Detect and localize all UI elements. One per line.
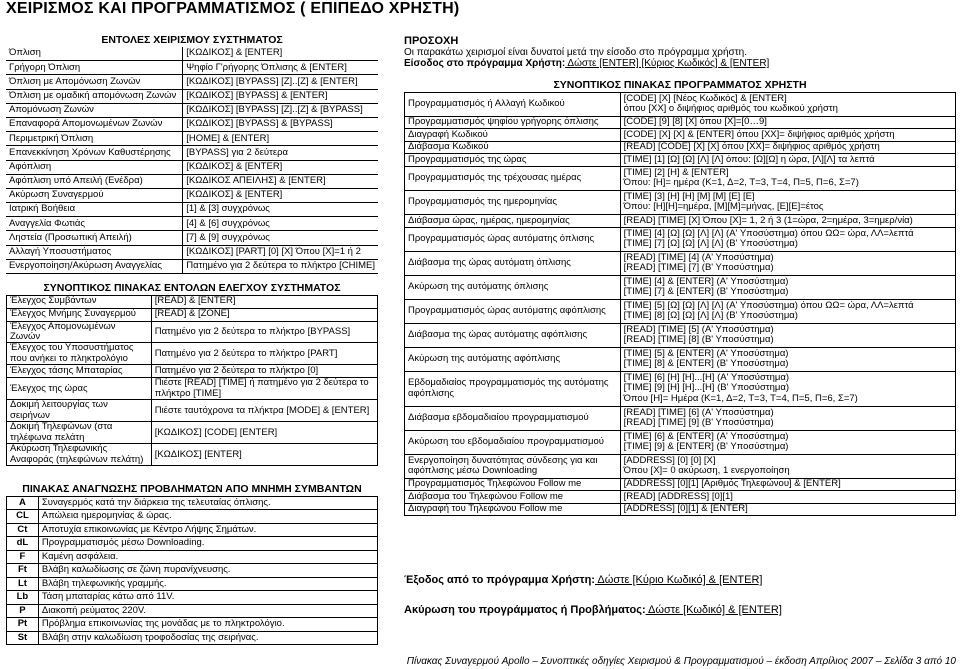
commands-label: Όπλιση με Απομόνωση Ζωνών <box>6 75 183 89</box>
messages-row <box>7 604 378 618</box>
programming-row <box>405 347 956 371</box>
cancel-note <box>404 604 782 616</box>
commands-row <box>6 160 378 174</box>
checks-label: Ακύρωση Τηλεφωνικής Αναφοράς (τηλεφώνων πελάτη) <box>7 444 152 466</box>
messages-value: Απώλεια ημερομηνίας & ώρας. <box>38 510 377 524</box>
programming-label: Προγραμματισμός ή Αλλαγή Κωδικού <box>405 92 621 116</box>
programming-row <box>405 371 956 406</box>
programming-row <box>405 299 956 323</box>
programming-label: Εβδομαδιαίος προγραμματισμός της αυτόματης αφόπλισης <box>405 371 621 406</box>
entry-label: Είσοδος στο πρόγραμμα Χρήστη: <box>404 58 566 69</box>
programming-row <box>405 275 956 299</box>
commands-row <box>6 231 378 245</box>
commands-row <box>6 259 378 273</box>
notice-block <box>404 35 954 69</box>
programming-value: [ADDRESS] [0][1] [Αριθμός Τηλεφώνου] & [ENTER] <box>620 478 955 491</box>
exit-note <box>404 574 762 586</box>
entry-value: Δώστε [ENTER] [Κύριος Κωδικός] & [ENTER] <box>565 58 770 69</box>
messages-label: Pt <box>7 618 39 632</box>
commands-row <box>6 146 378 160</box>
programming-value: [CODE] [Χ] [Χ] & [ENTER] όπου [ΧΧ]= διψήφιος αριθμός χρήστη <box>620 129 955 142</box>
messages-label: St <box>7 631 39 645</box>
commands-label: Επανεκκίνηση Χρόνων Καθυστέρησης <box>6 146 183 160</box>
messages-row <box>7 537 378 551</box>
programming-value: [TIME] [5] & [ENTER] (Α' Υποσύστημα) [TIME] [8] & [ENTER] (Β' Υποσύστημα) <box>620 347 955 371</box>
checks-value: [ΚΩΔΙΚΟΣ] [CODE] [ENTER] <box>151 422 377 444</box>
programming-label: Προγραμματισμός της ώρας <box>405 154 621 167</box>
checks-value: Πιέστε ταυτόχρονα τα πλήκτρα [MODE] & [ENTER] <box>151 400 377 422</box>
programming-label: Ακύρωση της αυτόματης αφόπλισης <box>405 347 621 371</box>
messages-value: Βλάβη στην καλωδίωση τροφοδοσίας της σειρήνας. <box>38 631 377 645</box>
messages-value: Προγραμματισμός μέσω Downloading. <box>38 537 377 551</box>
messages-label: A <box>7 496 39 510</box>
commands-value: [ΚΩΔΙΚΟΣ] [PART] [0] [Χ] Όπου [Χ]=1 ή 2 <box>183 245 378 259</box>
footer: Πίνακας Συναγερμού Apollo – Συνοπτικές οδηγίες Χειρισμού & Προγραμματισμού – έκδοση Απρίλιος 2007 – Σελίδα 3 από 10 <box>406 656 956 667</box>
checks-label: Δοκιμή λειτουργίας των σειρήνων <box>7 400 152 422</box>
programming-row <box>405 227 956 251</box>
exit-note-value: Δώστε [Κύριο Κωδικό] & [ENTER] <box>594 574 763 586</box>
messages-label: Lb <box>7 591 39 605</box>
programming-value: [TIME] [6] & [ENTER] (Α' Υποσύστημα) [TIME] [9] & [ENTER] (Β' Υποσύστημα) <box>620 430 955 454</box>
commands-value: Ψηφίο Γ'ρήγορης Όπλισης & [ENTER] <box>183 61 378 75</box>
commands-label: Γρήγορη Όπλιση <box>6 61 183 75</box>
programming-row <box>405 454 956 478</box>
exit-note-label: Έξοδος από το πρόγραμμα Χρήστη: <box>404 574 595 586</box>
programming-row <box>405 141 956 154</box>
programming-label: Διάβασμα της ώρας αυτόματη όπλισης <box>405 251 621 275</box>
programming-value: [READ] [TIME] [5] (Α' Υποσύστημα) [READ] [TIME] [8] (Β' Υποσύστημα) <box>620 323 955 347</box>
commands-label: Επαναφορά Απομονωμένων Ζωνών <box>6 117 183 131</box>
checks-label: Έλεγχος του Υποσυστήματος που ανήκει το πληκτρολόγιο <box>7 343 152 365</box>
programming-row <box>405 190 956 214</box>
messages-label: F <box>7 550 39 564</box>
messages-row <box>7 577 378 591</box>
commands-label: Ακύρωση Συναγερμού <box>6 188 183 202</box>
commands-row <box>6 174 378 188</box>
commands-row <box>6 132 378 146</box>
commands-label: Αλλαγή Υποσυστήματος <box>6 245 183 259</box>
programming-row <box>405 406 956 430</box>
checks-label: Έλεγχος Μνήμης Συναγερμού <box>7 308 152 321</box>
cancel-note-label: Ακύρωση του προγράμματος ή Προβλήματος: <box>404 604 646 616</box>
messages-value: Βλάβη τηλεφωνικής γραμμής. <box>38 577 377 591</box>
checks-row <box>7 378 378 400</box>
checks-row <box>7 400 378 422</box>
programming-table <box>404 80 956 516</box>
messages-row <box>7 618 378 632</box>
messages-label: dL <box>7 537 39 551</box>
messages-value: Καμένη ασφάλεια. <box>38 550 377 564</box>
messages-row <box>7 523 378 537</box>
programming-value: [TIME] [1] [Ω] [Ω] [Λ] [Λ] όπου: [Ω][Ω] η ώρα, [Λ][Λ] τα λεπτά <box>620 154 955 167</box>
programming-label: Διάβασμα εβδομαδιαίου προγραμματισμού <box>405 406 621 430</box>
programming-label: Προγραμματισμός ώρας αυτόματης αφόπλισης <box>405 299 621 323</box>
messages-label: Ct <box>7 523 39 537</box>
commands-value: [ΚΩΔΙΚΟΣ] [BYPASS] [Ζ]..[Ζ] & [ENTER] <box>183 75 378 89</box>
programming-row <box>405 251 956 275</box>
messages-value: Αποτυχία επικοινωνίας με Κέντρο Λήψης Σημάτων. <box>38 523 377 537</box>
commands-value: [ΚΩΔΙΚΟΣ] [BYPASS] [Ζ]..[Ζ] & [BYPASS] <box>183 103 378 117</box>
checks-row <box>7 365 378 378</box>
checks-table <box>6 283 378 466</box>
messages-row <box>7 550 378 564</box>
programming-row <box>405 116 956 129</box>
commands-row <box>6 61 378 75</box>
programming-value: [READ] [CODE] [Χ] [Χ] όπου [ΧΧ]= διψήφιος αριθμός χρήστη <box>620 141 955 154</box>
commands-row <box>6 217 378 231</box>
checks-row <box>7 295 378 308</box>
programming-label: Διάβασμα ώρας, ημέρας, ημερομηνίας <box>405 214 621 227</box>
programming-row <box>405 323 956 347</box>
page-title: ΧΕΙΡΙΣΜΟΣ ΚΑΙ ΠΡΟΓΡΑΜΜΑΤΙΣΜΟΣ ( ΕΠΙΠΕΔΟ ΧΡΗΣΤΗ) <box>6 0 460 17</box>
programming-value: [TIME] [3] [Η] [Η] [Μ] [Μ] [Ε] [Ε] Όπου: [Η][Η]=ημέρα, [Μ][Μ]=μήνας, [Ε][Ε]=έτος <box>620 190 955 214</box>
programming-label: Ακύρωση της αυτόματης όπλισης <box>405 275 621 299</box>
programming-row <box>405 129 956 142</box>
messages-value: Τάση μπαταρίας κάτω από 11V. <box>38 591 377 605</box>
messages-row <box>7 496 378 510</box>
commands-table-title: ΕΝΤΟΛΕΣ ΧΕΙΡΙΣΜΟΥ ΣΥΣΤΗΜΑΤΟΣ <box>101 35 283 46</box>
commands-label: Ληστεία (Προσωπική Απειλή) <box>6 231 183 245</box>
commands-label: Ιατρική Βοήθεια <box>6 203 183 217</box>
programming-value: [ADDRESS] [0] [0] [Χ] Όπου [Χ]= 0 ακύρωση, 1 ενεργοποίηση <box>620 454 955 478</box>
messages-value: Συναγερμός κατά την διάρκεια της τελευταίας όπλισης. <box>38 496 377 510</box>
checks-value: [READ] & [ENTER] <box>151 295 377 308</box>
checks-label: Δοκιμή Τηλεφώνων (στα τηλέφωνα πελάτη <box>7 422 152 444</box>
checks-value: [READ] & [ZONE] <box>151 308 377 321</box>
commands-label: Αφόπλιση υπό Απειλή (Ενέδρα) <box>6 174 183 188</box>
commands-value: [BYPASS] για 2 δεύτερα <box>183 146 378 160</box>
programming-label: Προγραμματισμός Τηλεφώνου Follow me <box>405 478 621 491</box>
checks-value: [ΚΩΔΙΚΟΣ] [ENTER] <box>151 444 377 466</box>
programming-table-title: ΣΥΝΟΠΤΙΚΟΣ ΠΙΝΑΚΑΣ ΠΡΟΓΡΑΜΜΑΤΟΣ ΧΡΗΣΤΗ <box>553 80 807 91</box>
programming-label: Προγραμματισμός ψηφίου γρήγορης όπλισης <box>405 116 621 129</box>
programming-row <box>405 214 956 227</box>
messages-label: P <box>7 604 39 618</box>
checks-value: Πατημένο για 2 δεύτερα το πλήκτρο [0] <box>151 365 377 378</box>
programming-label: Διάβασμα Κωδικού <box>405 141 621 154</box>
messages-row <box>7 591 378 605</box>
commands-value: [ΚΩΔΙΚΟΣ] & [ENTER] <box>183 47 378 61</box>
programming-label: Ενεργοποίηση δυνατότητας σύνδεσης για και αφόπλισης μέσω Downloading <box>405 454 621 478</box>
commands-value: Πατημένο για 2 δεύτερα το πλήκτρο [CHIME] <box>183 259 378 273</box>
programming-row <box>405 478 956 491</box>
checks-value: Πατημένο για 2 δεύτερα το πλήκτρο [BYPASS] <box>151 321 377 343</box>
programming-value: [TIME] [4] & [ENTER] (Α' Υποσύστημα) [TIME] [7] & [ENTER] (Β' Υποσύστημα) <box>620 275 955 299</box>
notice-line: Οι παρακάτω χειρισμοί είναι δυνατοί μετά την είσοδο στο πρόγραμμα χρήστη. <box>404 47 748 58</box>
checks-value: Πατημένο για 2 δεύτερα το πλήκτρο [PART] <box>151 343 377 365</box>
messages-value: Διακοπή ρεύματος 220V. <box>38 604 377 618</box>
messages-row <box>7 631 378 645</box>
commands-row <box>6 89 378 103</box>
checks-row <box>7 422 378 444</box>
commands-value: [7] & [9] συγχρόνως <box>183 231 378 245</box>
programming-value: [TIME] [2] [Η] & [ENTER] Όπου: [Η]= ημέρα (Κ=1, Δ=2, Τ=3, Τ=4, Π=5, Π=6, Σ=7) <box>620 166 955 190</box>
commands-label: Απομόνωση Ζωνών <box>6 103 183 117</box>
programming-label: Διάβασμα του Τηλεφώνου Follow me <box>405 491 621 504</box>
commands-row <box>6 75 378 89</box>
programming-label: Ακύρωση του εβδομαδιαίου προγραμματισμού <box>405 430 621 454</box>
messages-value: Βλάβη καλωδίωσης σε ζώνη πυρανίχνευσης. <box>38 564 377 578</box>
messages-label: Ft <box>7 564 39 578</box>
programming-value: [CODE] [Χ] [Νέος Κωδικός] & [ENTER] όπου [ΧΧ] ο διψήφιος αριθμός του κωδικού χρήστη <box>620 92 955 116</box>
programming-value: [READ] [TIME] [6] (Α' Υποσύστημα) [READ] [TIME] [9] (Β' Υποσύστημα) <box>620 406 955 430</box>
checks-value: Πιέστε [READ] [TIME] ή πατημένο για 2 δεύτερα το πλήκτρο [TIME] <box>151 378 377 400</box>
programming-value: [READ] [TIME] [Χ] Όπου [Χ]= 1, 2 ή 3 (1=ώρα, 2=ημέρα, 3=ημερ/νία) <box>620 214 955 227</box>
commands-row <box>6 103 378 117</box>
cancel-note-value: Δώστε [Κωδικό] & [ENTER] <box>645 604 782 616</box>
programming-row <box>405 491 956 504</box>
messages-label: CL <box>7 510 39 524</box>
programming-value: [READ] [TIME] [4] (Α' Υποσύστημα) [READ] [TIME] [7] (Β' Υποσύστημα) <box>620 251 955 275</box>
commands-value: [ΚΩΔΙΚΟΣ ΑΠΕΙΛΗΣ] & [ENTER] <box>183 174 378 188</box>
commands-label: Περιμετρική Όπλιση <box>6 132 183 146</box>
commands-value: [ΚΩΔΙΚΟΣ] [BYPASS] & [ENTER] <box>183 89 378 103</box>
programming-value: [TIME] [6] [Η] [Η]...[Η] (Α' Υποσύστημα) [TIME] [9] [Η] [Η]...[Η] (Β' Υποσύστημα) Όπου [Η]= Ημέρα (Κ=1, Δ=2, Τ=3, Τ=4, Π=5, Π=6, Σ=7) <box>620 371 955 406</box>
checks-label: Έλεγχος Συμβάντων <box>7 295 152 308</box>
commands-label: Αφόπλιση <box>6 160 183 174</box>
programming-label: Προγραμματισμός της τρέχουσας ημέρας <box>405 166 621 190</box>
programming-label: Διαγραφή Κωδικού <box>405 129 621 142</box>
commands-value: [ΚΩΔΙΚΟΣ] & [ENTER] <box>183 188 378 202</box>
messages-row <box>7 564 378 578</box>
programming-value: [TIME] [5] [Ω] [Ω] [Λ] [Λ] (Α' Υποσύστημα) όπου ΩΩ= ώρα, ΛΛ=λεπτά [TIME] [8] [Ω] [Ω] [Λ] [Λ] (Β' Υποσύστημα) <box>620 299 955 323</box>
programming-row <box>405 166 956 190</box>
messages-row <box>7 510 378 524</box>
checks-label: Έλεγχος τάσης Μπαταρίας <box>7 365 152 378</box>
programming-row <box>405 92 956 116</box>
commands-row <box>6 203 378 217</box>
commands-label: Αναγγελία Φωτιάς <box>6 217 183 231</box>
checks-table-title: ΣΥΝΟΠΤΙΚΟΣ ΠΙΝΑΚΑΣ ΕΝΤΟΛΩΝ ΕΛΕΓΧΟΥ ΣΥΣΤΗΜΑΤΟΣ <box>43 283 341 294</box>
commands-row <box>6 117 378 131</box>
commands-value: [HOME] & [ENTER] <box>183 132 378 146</box>
commands-row <box>6 47 378 61</box>
checks-label: Έλεγχος της ώρας <box>7 378 152 400</box>
checks-label: Έλεγχος Απομονωμένων Ζωνών <box>7 321 152 343</box>
programming-label: Προγραμματισμός ώρας αυτόματης όπλισης <box>405 227 621 251</box>
commands-label: Όπλιση με ομαδική απομόνωση Ζωνών <box>6 89 183 103</box>
commands-table <box>6 35 378 274</box>
checks-row <box>7 444 378 466</box>
programming-row <box>405 503 956 516</box>
commands-label: Ενεργοποίηση/Ακύρωση Αναγγελίας <box>6 259 183 273</box>
notice-heading: ΠΡΟΣΟΧΗ <box>404 35 459 47</box>
checks-row <box>7 343 378 365</box>
commands-row <box>6 188 378 202</box>
programming-value: [ADDRESS] [0][1] & [ENTER] <box>620 503 955 516</box>
programming-value: [TIME] [4] [Ω] [Ω] [Λ] [Λ] (Α' Υποσύστημα) όπου ΩΩ= ώρα, ΛΛ=λεπτά [TIME] [7] [Ω] [Ω] [Λ] [Λ] (Β' Υποσύστημα) <box>620 227 955 251</box>
messages-value: Πρόβλημα επικοινωνίας της μονάδας με το πληκτρολόγιο. <box>38 618 377 632</box>
checks-row <box>7 321 378 343</box>
messages-label: Lt <box>7 577 39 591</box>
messages-table-title: ΠΙΝΑΚΑΣ ΑΝΑΓΝΩΣΗΣ ΠΡΟΒΛΗΜΑΤΩΝ ΑΠΟ ΜΝΗΜΗ ΣΥΜΒΑΝΤΩΝ <box>22 484 362 495</box>
programming-label: Διάβασμα της ώρας αυτόματης αφόπλισης <box>405 323 621 347</box>
programming-label: Προγραμματισμός της ημερομηνίας <box>405 190 621 214</box>
commands-row <box>6 245 378 259</box>
commands-value: [4] & [6] συγχρόνως <box>183 217 378 231</box>
programming-value: [CODE] [9] [8] [Χ] όπου [Χ]=[0…9] <box>620 116 955 129</box>
messages-table <box>6 484 378 645</box>
commands-value: [ΚΩΔΙΚΟΣ] [BYPASS] & [BYPASS] <box>183 117 378 131</box>
commands-value: [ΚΩΔΙΚΟΣ] & [ENTER] <box>183 160 378 174</box>
checks-row <box>7 308 378 321</box>
programming-row <box>405 430 956 454</box>
commands-label: Όπλιση <box>6 47 183 61</box>
programming-label: Διαγραφή του Τηλεφώνου Follow me <box>405 503 621 516</box>
programming-value: [READ] [ADDRESS] [0][1] <box>620 491 955 504</box>
programming-row <box>405 154 956 167</box>
commands-value: [1] & [3] συγχρόνως <box>183 203 378 217</box>
